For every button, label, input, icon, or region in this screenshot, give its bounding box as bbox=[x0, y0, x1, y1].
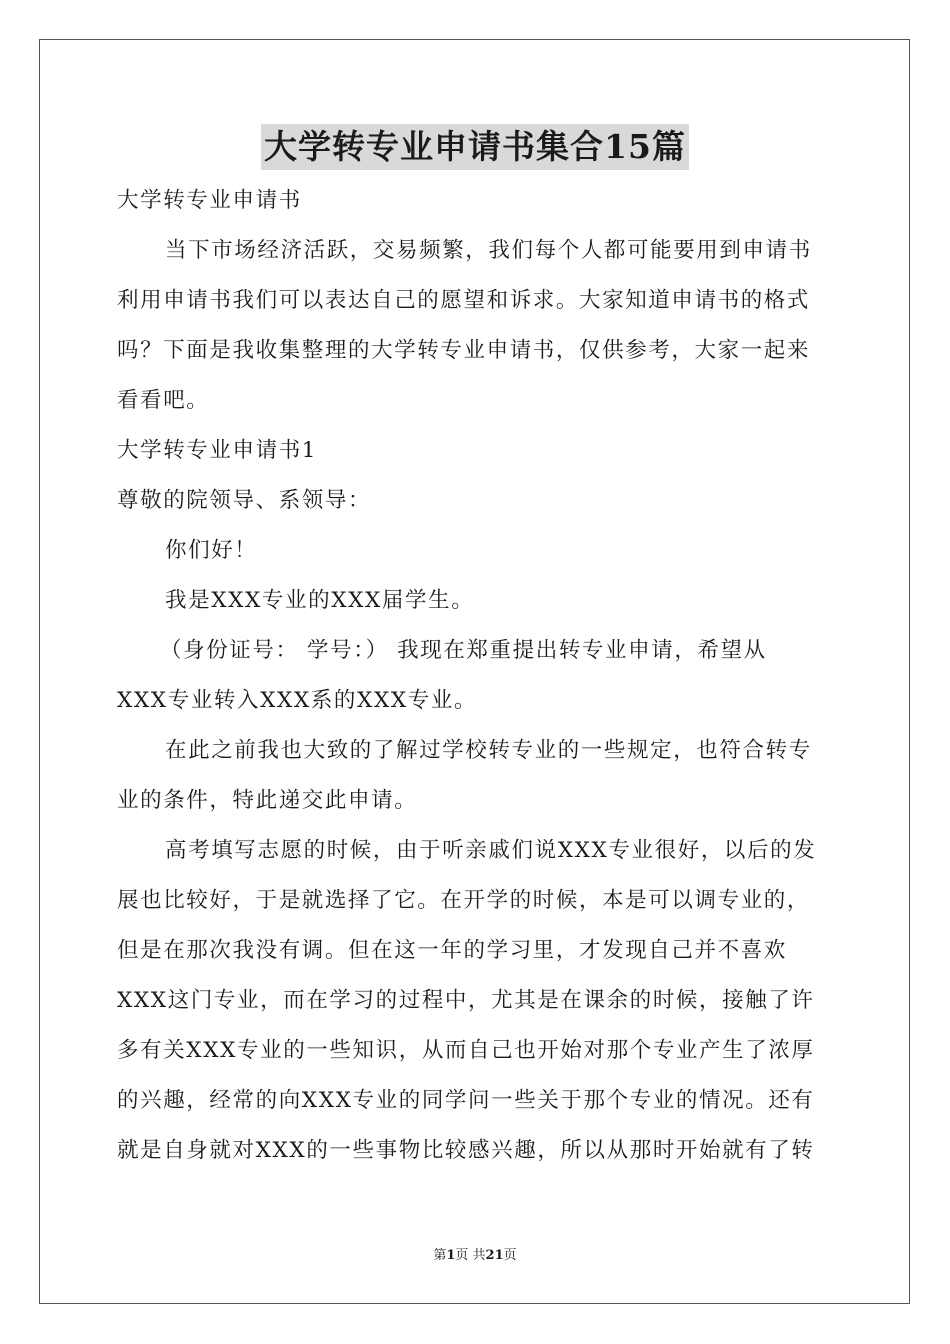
page-suffix: 页 bbox=[503, 1248, 517, 1263]
document-body bbox=[117, 176, 833, 1176]
paragraph-line: 就是自身就对XXX的一些事物比较感兴趣，所以从那时开始就有了转 bbox=[117, 1138, 815, 1163]
paragraph-line: 但是在那次我没有调。但在这一年的学习里，才发现自己并不喜欢 bbox=[117, 938, 787, 963]
paragraph-line: 吗？下面是我收集整理的大学转专业申请书，仅供参考，大家一起来 bbox=[117, 338, 811, 363]
page-prefix: 第 bbox=[433, 1248, 447, 1263]
title-container bbox=[0, 124, 950, 170]
paragraph-line: 的兴趣，经常的向XXX专业的同学问一些关于那个专业的情况。还有 bbox=[117, 1088, 815, 1113]
paragraph-line: XXX这门专业，而在学习的过程中，尤其是在课余的时候，接触了许 bbox=[117, 988, 815, 1013]
paragraph-line: 在此之前我也大致的了解过学校转专业的一些规定，也符合转专 bbox=[165, 738, 812, 763]
paragraph-line: 多有关XXX专业的一些知识，从而自己也开始对那个专业产生了浓厚 bbox=[117, 1038, 815, 1063]
document-title: 大学转专业申请书集合15篇 bbox=[261, 124, 689, 170]
paragraph-line: 看看吧。 bbox=[117, 388, 210, 413]
salutation: 尊敬的院领导、系领导： bbox=[117, 488, 372, 513]
page-current: 1 bbox=[446, 1248, 456, 1263]
paragraph-line: 我是XXX专业的XXX届学生。 bbox=[165, 588, 475, 613]
paragraph-line: 高考填写志愿的时候，由于听亲戚们说XXX专业很好，以后的发 bbox=[165, 838, 817, 863]
paragraph-line: 当下市场经济活跃，交易频繁，我们每个人都可能要用到申请书 bbox=[165, 238, 812, 263]
page-total: 21 bbox=[485, 1248, 504, 1263]
page-footer bbox=[0, 1244, 950, 1263]
paragraph-line: XXX专业转入XXX系的XXX专业。 bbox=[117, 688, 478, 713]
greeting: 你们好！ bbox=[165, 538, 258, 563]
paragraph-line: 展也比较好，于是就选择了它。在开学的时候，本是可以调专业的， bbox=[117, 888, 811, 913]
paragraph-line: 利用申请书我们可以表达自己的愿望和诉求。大家知道申请书的格式 bbox=[117, 288, 811, 313]
paragraph-line: 业的条件，特此递交此申请。 bbox=[117, 788, 418, 813]
section-heading: 大学转专业申请书 bbox=[117, 188, 302, 213]
paragraph-line: （身份证号： 学号：） 我现在郑重提出转专业申请，希望从 bbox=[160, 638, 767, 663]
page-mid: 页 共 bbox=[455, 1248, 486, 1263]
section-heading: 大学转专业申请书1 bbox=[117, 438, 318, 463]
